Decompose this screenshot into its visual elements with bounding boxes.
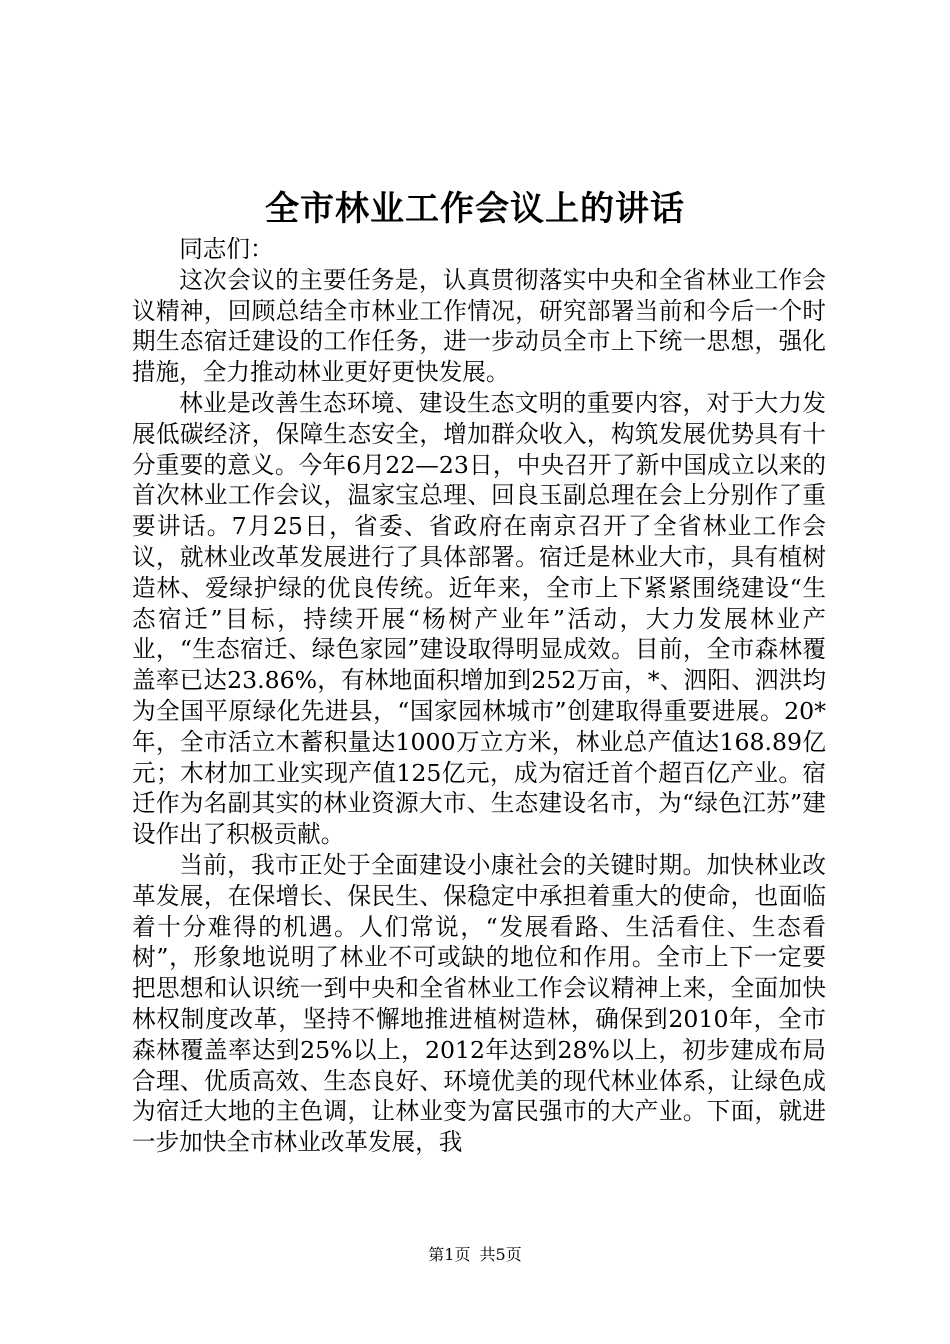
paragraph-1: 这次会议的主要任务是，认真贯彻落实中央和全省林业工作会议精神，回顾总结全市林业工作情况，研究部署当前和今后一个时期生态宿迁建设的工作任务，进一步动员全市上下统一思想，强化措施，全力推动林业更好更快发展。	[132, 265, 826, 387]
paragraph-2: 林业是改善生态环境、建设生态文明的重要内容，对于大力发展低碳经济，保障生态安全，增加群众收入，构筑发展优势具有十分重要的意义。今年6月22—23日，中央召开了新中国成立以来的首次林业工作会议，温家宝总理、回良玉副总理在会上分别作了重要讲话。7月25日，省委、省政府在南京召开了全省林业工作会议，就林业改革发展进行了具体部署。宿迁是林业大市，具有植树造林、爱绿护绿的优良传统。近年来，全市上下紧紧围绕建设“生态宿迁”目标，持续开展“杨树产业年”活动，大力发展林业产业，“生态宿迁、绿色家园”建设取得明显成效。目前，全市森林覆盖率已达23.86%，有林地面积增加到252万亩，*、泗阳、泗洪均为全国平原绿化先进县，“国家园林城市”创建取得重要进展。20*年，全市活立木蓄积量达1000万立方米，林业总产值达168.89亿元；木材加工业实现产值125亿元，成为宿迁首个超百亿产业。宿迁作为名副其实的林业资源大市、生态建设名市，为“绿色江苏”建设作出了积极贡献。	[132, 388, 826, 849]
page-footer	[0, 1244, 950, 1266]
page-number-current: 第1页	[428, 1245, 471, 1264]
paragraph-3: 当前，我市正处于全面建设小康社会的关键时期。加快林业改革发展，在保增长、保民生、保稳定中承担着重大的使命，也面临着十分难得的机遇。人们常说，“发展看路、生活看住、生态看树”，形象地说明了林业不可或缺的地位和作用。全市上下一定要把思想和认识统一到中央和全省林业工作会议精神上来，全面加快林权制度改革，坚持不懈地推进植树造林，确保到2010年，全市森林覆盖率达到25%以上，2012年达到28%以上，初步建成布局合理、优质高效、生态良好、环境优美的现代林业体系，让绿色成为宿迁大地的主色调，让林业变为富民强市的大产业。下面，就进一步加快全市林业改革发展，我	[132, 850, 826, 1157]
salutation: 同志们：	[179, 235, 274, 263]
page-number-total: 共5页	[479, 1245, 522, 1264]
document-body	[132, 234, 826, 1158]
document-title: 全市林业工作会议上的讲话	[265, 189, 685, 229]
